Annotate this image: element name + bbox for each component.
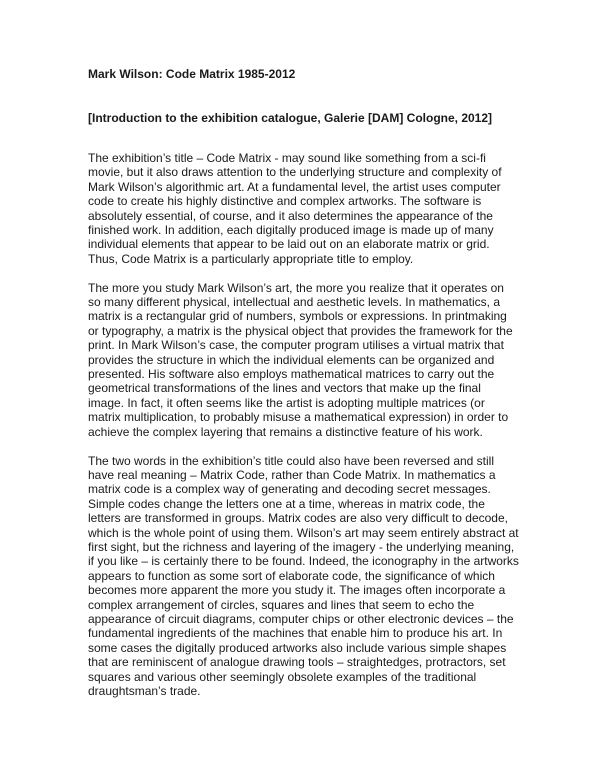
text-line: matrix multiplication, to probably misuse a mathematical expression) in order to bbox=[88, 410, 509, 425]
text-line: Simple codes change the letters one at a time, whereas in matrix code, the bbox=[88, 496, 485, 511]
text-line: so many different physical, intellectual and aesthetic levels. In mathematics, a bbox=[88, 295, 500, 310]
text-line: absolutely essential, of course, and it also determines the appearance of the bbox=[88, 208, 493, 223]
text-line: appearance of circuit diagrams, computer chips or other electronic devices – the bbox=[88, 611, 514, 626]
text-line: movie, but it also draws attention to the underlying structure and complexity of bbox=[88, 165, 502, 180]
text-line: complex arrangement of circles, squares and lines that seem to echo the bbox=[88, 597, 475, 612]
text-line: print. In Mark Wilson’s case, the computer program utilises a virtual matrix that bbox=[88, 338, 504, 353]
text-line: have real meaning – Matrix Code, rather than Code Matrix. In mathematics a bbox=[88, 467, 496, 482]
text-line: presented. His software also employs mathematical matrices to carry out the bbox=[88, 367, 495, 382]
paragraph-2 bbox=[88, 281, 518, 439]
text-line: becomes more apparent the more you study it. The images often incorporate a bbox=[88, 583, 506, 598]
text-line: geometrical transformations of the lines and vectors that make up the final bbox=[88, 381, 481, 396]
text-line: that are reminiscent of analogue drawing tools – straightedges, protractors, set bbox=[88, 655, 506, 670]
document-title: Mark Wilson: Code Matrix 1985-2012 bbox=[88, 67, 296, 81]
paragraph-3 bbox=[88, 454, 518, 699]
text-line: finished work. In addition, each digitally produced image is made up of many bbox=[88, 223, 494, 238]
text-line: The more you study Mark Wilson’s art, the more you realize that it operates on bbox=[88, 280, 504, 295]
text-line: appears to function as some sort of elaborate code, the significance of which bbox=[88, 568, 495, 583]
text-line: squares and various other seemingly obsolete examples of the traditional bbox=[88, 669, 477, 684]
text-line: matrix is a rectangular grid of numbers, symbols or expressions. In printmaking bbox=[88, 309, 507, 324]
text-line: individual elements that appear to be laid out on an elaborate matrix or grid. bbox=[88, 237, 490, 252]
text-line: The two words in the exhibition’s title could also have been reversed and still bbox=[88, 453, 495, 468]
text-line: image. In fact, it often seems like the artist is adopting multiple matrices (or bbox=[88, 395, 485, 410]
text-line: code to create his highly distinctive and complex artworks. The software is bbox=[88, 194, 482, 209]
text-line: if you like – is certainly there to be found. Indeed, the iconography in the artworks bbox=[88, 554, 519, 569]
text-line: Thus, Code Matrix is a particularly appropriate title to employ. bbox=[88, 251, 414, 266]
text-line: provides the structure in which the individual elements can be organized and bbox=[88, 352, 495, 367]
text-line: first sight, but the richness and layering of the imagery - the underlying meaning, bbox=[88, 539, 515, 554]
text-line: achieve the complex layering that remains a distinctive feature of his work. bbox=[88, 424, 483, 439]
text-line: matrix code is a complex way of generating and decoding secret messages. bbox=[88, 482, 491, 497]
text-line: which is the whole point of using them. Wilson’s art may seem entirely abstract at bbox=[88, 525, 519, 540]
text-line: Mark Wilson’s algorithmic art. At a fundamental level, the artist uses computer bbox=[88, 179, 501, 194]
paragraph-1 bbox=[88, 151, 518, 266]
text-line: some cases the digitally produced artworks also include various simple shapes bbox=[88, 640, 507, 655]
text-line: or typography, a matrix is the physical object that provides the framework for the bbox=[88, 323, 513, 338]
text-line: letters are transformed in groups. Matrix codes are also very difficult to decode, bbox=[88, 511, 508, 526]
text-line: fundamental ingredients of the machines that enable him to produce his art. In bbox=[88, 626, 503, 641]
document-body bbox=[88, 151, 518, 713]
text-line: draughtsman’s trade. bbox=[88, 684, 201, 698]
text-line: The exhibition’s title – Code Matrix - may sound like something from a sci-fi bbox=[88, 151, 486, 165]
document-subtitle: [Introduction to the exhibition catalogue, Galerie [DAM] Cologne, 2012] bbox=[88, 111, 493, 125]
